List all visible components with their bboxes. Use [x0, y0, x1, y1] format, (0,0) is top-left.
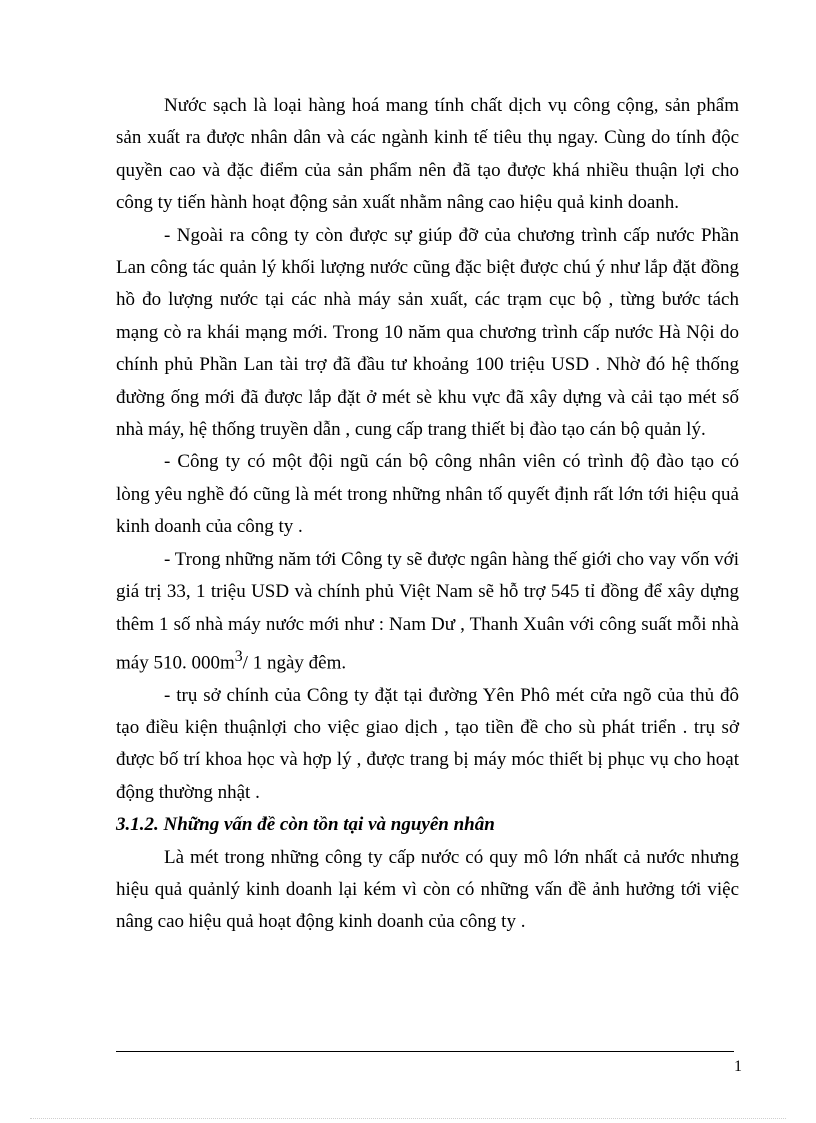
paragraph-staff: - Công ty có một đội ngũ cán bộ công nhân viên có trình độ đào tạo có lòng yêu nghề đó cũng là mét trong những nhân tố quyết định rất lớn tới hiệu quả kinh doanh của công ty . — [116, 451, 739, 538]
page-body — [116, 90, 739, 939]
paragraph-section-intro: Là mét trong những công ty cấp nước có quy mô lớn nhất cả nước nhưng hiệu quả quảnlý kinh doanh lại kém vì còn có những vấn đề ảnh hưởng tới việc nâng cao hiệu quả hoạt động kinh doanh của công ty . — [116, 846, 739, 933]
page-bottom-edge — [30, 1118, 786, 1119]
cubic-superscript: 3 — [234, 647, 243, 665]
footer-divider — [116, 1051, 734, 1052]
loan-text: - Trong những năm tới Công ty sẽ được ngân hàng thế giới cho vay vốn với giá trị 33, 1 triệu USD và chính phủ Việt Nam sẽ hỗ trợ 545 tỉ đồng để xây dựng thêm 1 số nhà máy nước mới như : Nam Dư , Thanh Xuân với công suất mỗi nhà máy 510. 000m — [116, 548, 739, 674]
paragraph-clean-water: Nước sạch là loại hàng hoá mang tính chất dịch vụ công cộng, sản phẩm sản xuất ra được nhân dân và các ngành kinh tế tiêu thụ ngay. Cùng do tính độc quyền cao và đặc điểm của sản phẩm nên đã tạo được khá nhiều thuận lợi cho công ty tiến hành hoạt động sản xuất nhằm nâng cao hiệu quả kinh doanh. — [116, 95, 739, 214]
section-heading — [116, 809, 739, 841]
paragraph-finland-program: - Ngoài ra công ty còn được sự giúp đỡ của chương trình cấp nước Phần Lan công tác quản lý khối lượng nước cũng đặc biệt được chú ý như lắp đặt đồng hồ đo lượng nước tại các nhà máy sản xuất, các trạm cục bộ , từng bước tách mạng cò ra khái mạng mới. Trong 10 năm qua chương trình cấp nước Hà Nội do chính phủ Phần Lan tài trợ đã đầu tư khoảng 100 triệu USD . Nhờ đó hệ thống đường ống mới đã được lắp đặt ở mét sè khu vực đã xây dựng và cải tạo mét số nhà máy, hệ thống truyền dẫn , cung cấp trang thiết bị đào tạo cán bộ quản lý. — [116, 224, 739, 441]
paragraph-world-bank-loan — [116, 544, 739, 680]
loan-text-tail: / 1 ngày đêm. — [242, 652, 347, 674]
page-number: 1 — [734, 1058, 742, 1075]
paragraph-headquarters: - trụ sở chính của Công ty đặt tại đường Yên Phô mét cửa ngõ của thủ đô tạo điều kiện thuậnlợi cho việc giao dịch , tạo tiền đề cho sù phát triển . trụ sở được bố trí khoa học và hợp lý , được trang bị máy móc thiết bị phục vụ cho hoạt động thường nhật . — [116, 684, 739, 803]
section-number: 3.1.2. — [116, 814, 159, 836]
section-title: Những vấn đề còn tồn tại và nguyên nhân — [163, 814, 495, 836]
